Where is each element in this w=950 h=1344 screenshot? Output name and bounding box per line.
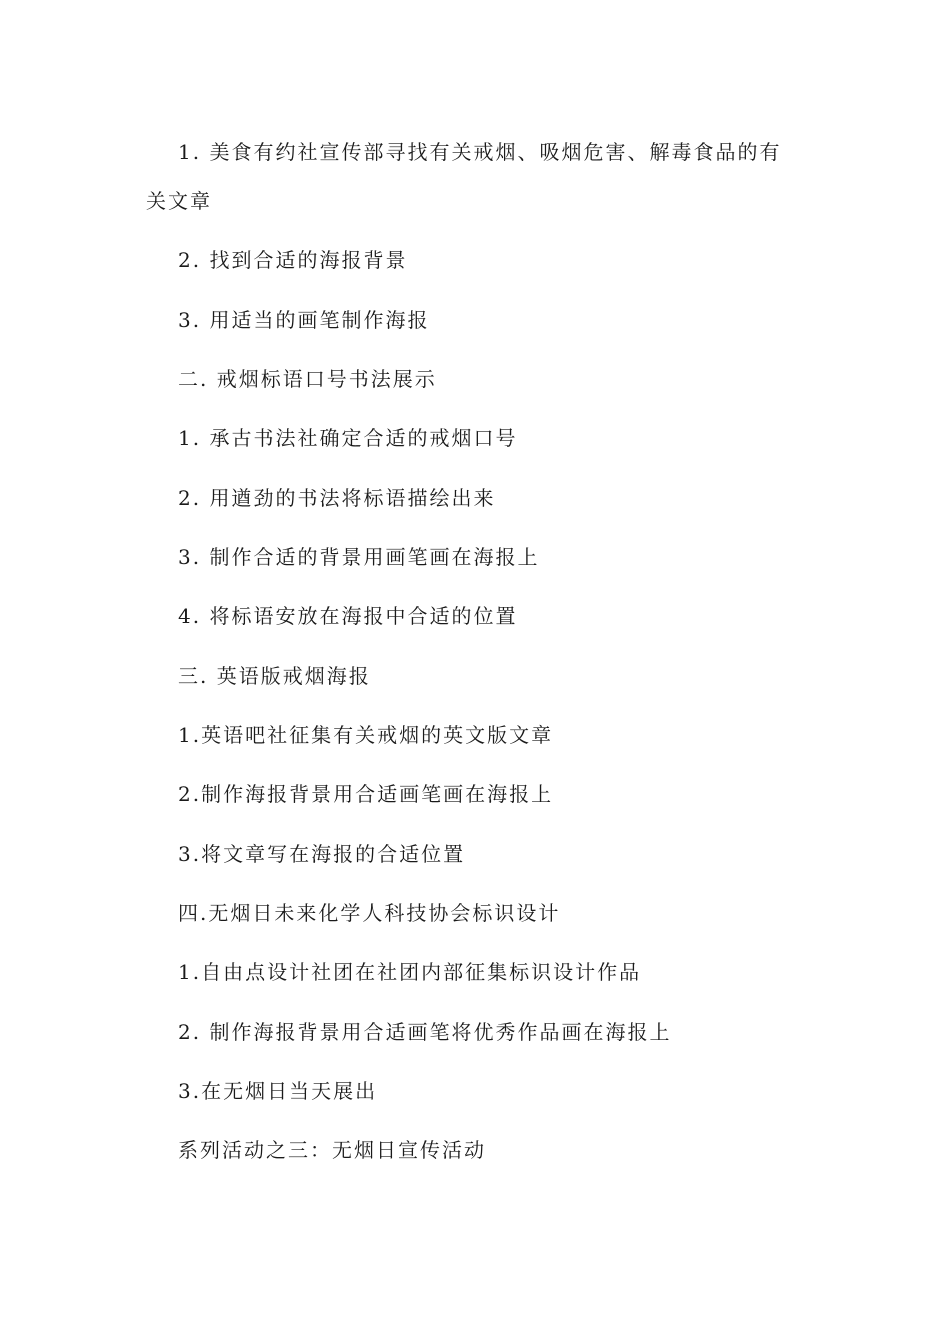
text-line: 2. 找到合适的海报背景 [178, 248, 408, 272]
text-line: 1.英语吧社征集有关戒烟的英文版文章 [178, 723, 554, 747]
section-heading: 四.无烟日未来化学人科技协会标识设计 [178, 901, 561, 925]
text-line: 关文章 [146, 189, 212, 213]
section-heading: 二. 戒烟标语口号书法展示 [178, 367, 437, 391]
text-line: 3.在无烟日当天展出 [178, 1079, 378, 1103]
section-heading: 三. 英语版戒烟海报 [178, 664, 371, 688]
text-line: 4. 将标语安放在海报中合适的位置 [178, 604, 518, 628]
text-line: 2.制作海报背景用合适画笔画在海报上 [178, 782, 554, 806]
section-heading: 系列活动之三：无烟日宣传活动 [178, 1138, 486, 1162]
text-line: 1. 承古书法社确定合适的戒烟口号 [178, 426, 518, 450]
text-line: 1. 美食有约社宣传部寻找有关戒烟、吸烟危害、解毒食品的有 [178, 140, 782, 164]
text-line: 3. 用适当的画笔制作海报 [178, 308, 430, 332]
text-line: 2. 用遒劲的书法将标语描绘出来 [178, 486, 496, 510]
text-line: 1.自由点设计社团在社团内部征集标识设计作品 [178, 960, 642, 984]
text-line: 2. 制作海报背景用合适画笔将优秀作品画在海报上 [178, 1020, 672, 1044]
text-line: 3.将文章写在海报的合适位置 [178, 842, 466, 866]
text-line: 3. 制作合适的背景用画笔画在海报上 [178, 545, 540, 569]
